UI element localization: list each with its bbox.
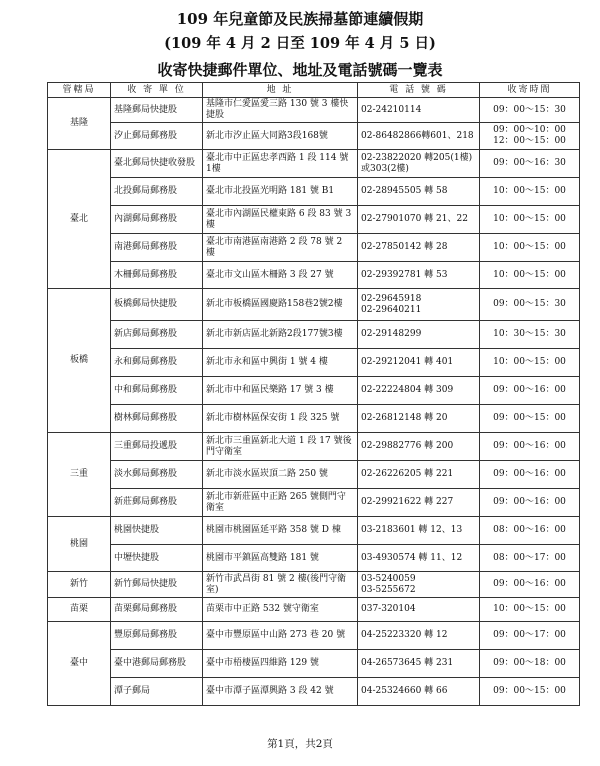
phone-cell: 03-2183601 轉 12、13 xyxy=(358,517,480,545)
address-cell: 基隆市仁愛區愛三路 130 號 3 樓快捷股 xyxy=(203,98,358,123)
address-cell: 苗栗市中正路 532 號守衛室 xyxy=(203,598,358,622)
hours-cell: 10：00～15：00 xyxy=(480,598,580,622)
header-phone: 電 話 號 碼 xyxy=(358,83,480,98)
address-cell: 臺北市中正區忠孝西路 1 段 114 號1樓 xyxy=(203,150,358,178)
phone-cell: 02-29148299 xyxy=(358,321,480,349)
address-cell: 新北市三重區新北大道 1 段 17 號後門守衛室 xyxy=(203,433,358,461)
table-row xyxy=(48,98,580,123)
hours-cell: 08：00～16：00 xyxy=(480,517,580,545)
district-cell: 苗栗 xyxy=(48,598,111,622)
header-address: 地 址 xyxy=(203,83,358,98)
hours-cell: 09：00～15：00 xyxy=(480,405,580,433)
hours-cell: 09：00～16：00 xyxy=(480,489,580,517)
phone-cell: 02-22224804 轉 309 xyxy=(358,377,480,405)
unit-cell: 臺北郵局快捷收發股 xyxy=(111,150,203,178)
phone-cell: 02-29645918 02-29640211 xyxy=(358,289,480,321)
table-row xyxy=(48,289,580,321)
phone-cell: 02-23822020 轉205(1樓)或303(2樓) xyxy=(358,150,480,178)
address-cell: 臺北市文山區木柵路 3 段 27 號 xyxy=(203,262,358,289)
table-title: 收寄快捷郵件單位、地址及電話號碼一覽表 xyxy=(157,61,443,79)
table-row xyxy=(48,517,580,545)
phone-cell: 02-29212041 轉 401 xyxy=(358,349,480,377)
table-row xyxy=(48,405,580,433)
address-cell: 新北市汐止區大同路3段168號 xyxy=(203,123,358,150)
table-row xyxy=(48,321,580,349)
address-cell: 臺中市梧棲區四維路 129 號 xyxy=(203,650,358,678)
unit-cell: 三重郵局投遞股 xyxy=(111,433,203,461)
hours-cell: 10：00～15：00 xyxy=(480,349,580,377)
unit-cell: 臺中港郵局郵務股 xyxy=(111,650,203,678)
header-unit: 收 寄 單 位 xyxy=(111,83,203,98)
district-cell: 臺中 xyxy=(48,622,111,706)
post-office-table xyxy=(47,82,580,706)
address-cell: 新北市樹林區保安街 1 段 325 號 xyxy=(203,405,358,433)
hours-cell: 10：00～15：00 xyxy=(480,262,580,289)
phone-cell: 02-29882776 轉 200 xyxy=(358,433,480,461)
phone-cell: 02-29921622 轉 227 xyxy=(358,489,480,517)
address-cell: 桃園市桃園區延平路 358 號 D 棟 xyxy=(203,517,358,545)
hours-cell: 09：00～17：00 xyxy=(480,622,580,650)
unit-cell: 潭子郵局 xyxy=(111,678,203,706)
hours-cell: 09：00～15：30 xyxy=(480,98,580,123)
hours-cell: 08：00～17：00 xyxy=(480,545,580,572)
address-cell: 臺北市南港區南港路 2 段 78 號 2 樓 xyxy=(203,234,358,262)
hours-cell: 10：00～15：00 xyxy=(480,234,580,262)
page-title: 109 年兒童節及民族掃墓節連續假期 xyxy=(176,10,424,28)
table-row xyxy=(48,545,580,572)
address-cell: 新北市淡水區崁頂二路 250 號 xyxy=(203,461,358,489)
phone-cell: 04-25324660 轉 66 xyxy=(358,678,480,706)
district-cell: 基隆 xyxy=(48,98,111,150)
unit-cell: 內湖郵局郵務股 xyxy=(111,206,203,234)
unit-cell: 豐原郵局郵務股 xyxy=(111,622,203,650)
unit-cell: 新竹郵局快捷股 xyxy=(111,572,203,598)
address-cell: 臺中市潭子區潭興路 3 段 42 號 xyxy=(203,678,358,706)
phone-cell: 02-27850142 轉 28 xyxy=(358,234,480,262)
phone-cell: 037-320104 xyxy=(358,598,480,622)
hours-cell: 09：00～16：00 xyxy=(480,572,580,598)
address-cell: 新竹市武昌街 81 號 2 樓(後門守衛室) xyxy=(203,572,358,598)
address-cell: 新北市永和區中興街 1 號 4 樓 xyxy=(203,349,358,377)
phone-cell: 02-29392781 轉 53 xyxy=(358,262,480,289)
table-row xyxy=(48,489,580,517)
unit-cell: 桃園快捷股 xyxy=(111,517,203,545)
table-row xyxy=(48,377,580,405)
unit-cell: 新店郵局郵務股 xyxy=(111,321,203,349)
unit-cell: 淡水郵局郵務股 xyxy=(111,461,203,489)
unit-cell: 基隆郵局快捷股 xyxy=(111,98,203,123)
district-cell: 三重 xyxy=(48,433,111,517)
district-cell: 新竹 xyxy=(48,572,111,598)
unit-cell: 樹林郵局郵務股 xyxy=(111,405,203,433)
address-cell: 臺北市內湖區民權東路 6 段 83 號 3 樓 xyxy=(203,206,358,234)
phone-cell: 03-4930574 轉 11、12 xyxy=(358,545,480,572)
hours-cell: 09：00～15：30 xyxy=(480,289,580,321)
phone-cell: 03-5240059 03-5255672 xyxy=(358,572,480,598)
phone-cell: 02-86482866轉601、218 xyxy=(358,123,480,150)
table-row xyxy=(48,178,580,206)
unit-cell: 南港郵局郵務股 xyxy=(111,234,203,262)
hours-cell: 10：00～15：00 xyxy=(480,206,580,234)
address-cell: 新北市中和區民樂路 17 號 3 樓 xyxy=(203,377,358,405)
unit-cell: 北投郵局郵務股 xyxy=(111,178,203,206)
district-cell: 桃園 xyxy=(48,517,111,572)
district-cell: 板橋 xyxy=(48,289,111,433)
table-row xyxy=(48,650,580,678)
hours-cell: 09：00～16：00 xyxy=(480,433,580,461)
hours-cell: 09：00～15：00 xyxy=(480,678,580,706)
address-cell: 臺中市豐原區中山路 273 巷 20 號 xyxy=(203,622,358,650)
phone-cell: 04-25223320 轉 12 xyxy=(358,622,480,650)
hours-cell: 09：00～16：00 xyxy=(480,377,580,405)
address-cell: 新北市板橋區國慶路158巷2號2樓 xyxy=(203,289,358,321)
unit-cell: 中和郵局郵務股 xyxy=(111,377,203,405)
unit-cell: 苗栗郵局郵務股 xyxy=(111,598,203,622)
address-cell: 臺北市北投區光明路 181 號 B1 xyxy=(203,178,358,206)
table-row xyxy=(48,262,580,289)
district-cell: 臺北 xyxy=(48,150,111,289)
table-row xyxy=(48,123,580,150)
table-row xyxy=(48,678,580,706)
phone-cell: 04-26573645 轉 231 xyxy=(358,650,480,678)
unit-cell: 汐止郵局郵務股 xyxy=(111,123,203,150)
unit-cell: 永和郵局郵務股 xyxy=(111,349,203,377)
unit-cell: 新莊郵局郵務股 xyxy=(111,489,203,517)
hours-cell: 09：00～16：00 xyxy=(480,461,580,489)
table-row xyxy=(48,206,580,234)
unit-cell: 板橋郵局快捷股 xyxy=(111,289,203,321)
date-range-subtitle: (109 年 4 月 2 日至 109 年 4 月 5 日) xyxy=(164,35,436,52)
table-row xyxy=(48,572,580,598)
table-row xyxy=(48,461,580,489)
header-hours: 收寄時間 xyxy=(480,83,580,98)
phone-cell: 02-27901070 轉 21、22 xyxy=(358,206,480,234)
phone-cell: 02-26812148 轉 20 xyxy=(358,405,480,433)
table-header-row xyxy=(48,83,580,98)
hours-cell: 10：00～15：00 xyxy=(480,178,580,206)
address-cell: 桃園市平鎮區高雙路 181 號 xyxy=(203,545,358,572)
phone-cell: 02-26226205 轉 221 xyxy=(358,461,480,489)
table-row xyxy=(48,433,580,461)
table-row xyxy=(48,598,580,622)
hours-cell: 09：00～10：00 12：00～15：00 xyxy=(480,123,580,150)
table-row xyxy=(48,150,580,178)
unit-cell: 木柵郵局郵務股 xyxy=(111,262,203,289)
table-row xyxy=(48,622,580,650)
hours-cell: 09：00～18：00 xyxy=(480,650,580,678)
unit-cell: 中壢快捷股 xyxy=(111,545,203,572)
table-body xyxy=(48,98,580,706)
phone-cell: 02-28945505 轉 58 xyxy=(358,178,480,206)
table-row xyxy=(48,234,580,262)
hours-cell: 09：00～16：30 xyxy=(480,150,580,178)
header-district: 管轄局 xyxy=(48,83,111,98)
phone-cell: 02-24210114 xyxy=(358,98,480,123)
page-number: 第1頁，共2頁 xyxy=(267,738,333,750)
address-cell: 新北市新店區北新路2段177號3樓 xyxy=(203,321,358,349)
address-cell: 新北市新莊區中正路 265 號側門守衛室 xyxy=(203,489,358,517)
hours-cell: 10：30～15：30 xyxy=(480,321,580,349)
table-row xyxy=(48,349,580,377)
